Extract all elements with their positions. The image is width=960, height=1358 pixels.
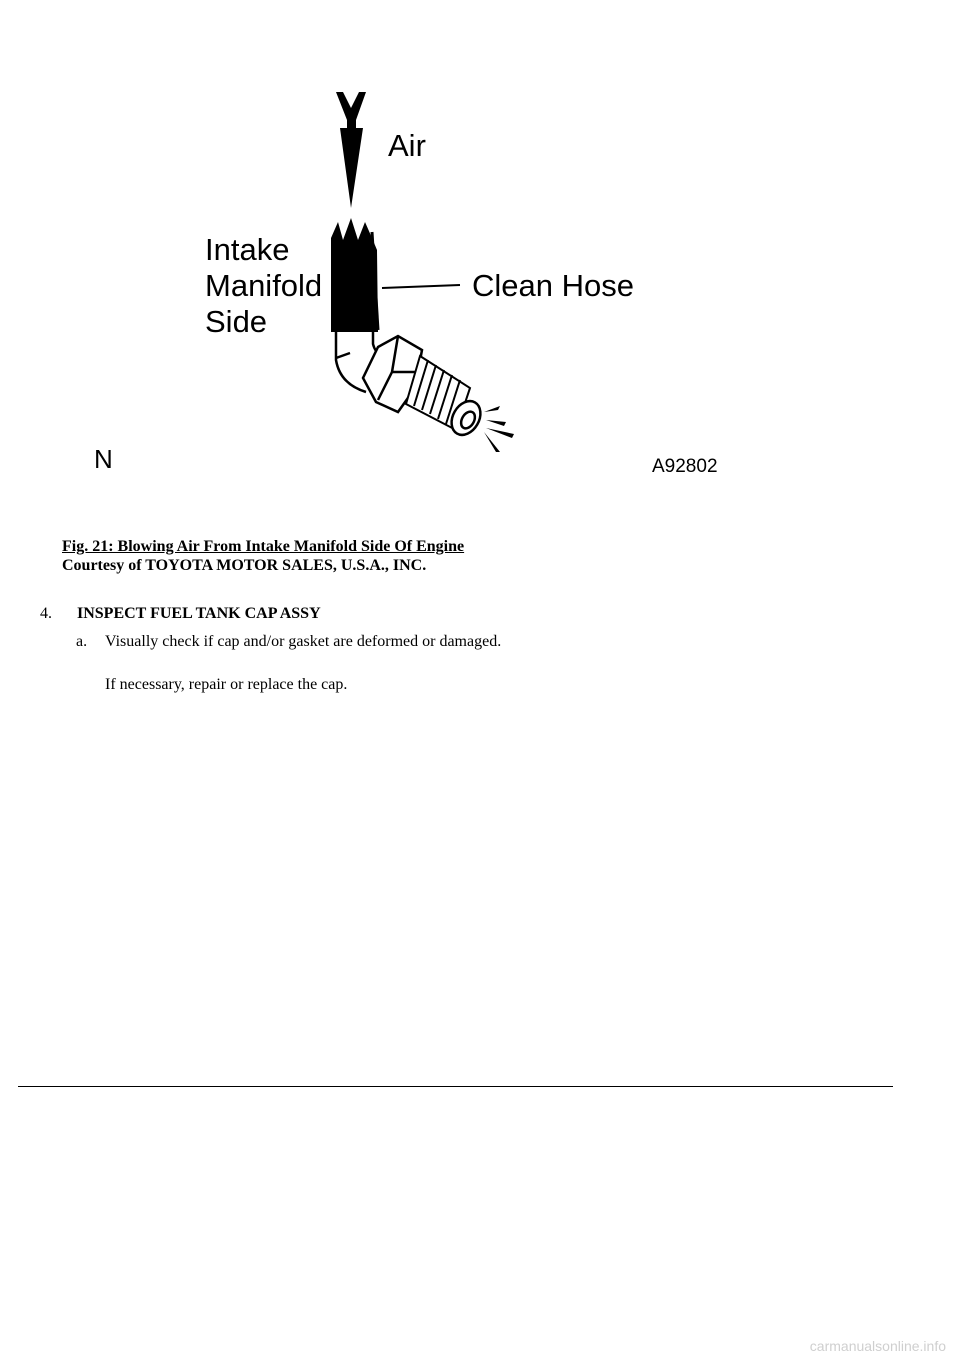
label-intake: Intake	[205, 232, 290, 267]
air-spray-icon	[484, 406, 514, 452]
step-number: 4.	[40, 605, 52, 622]
figure-code: A92802	[652, 456, 718, 477]
watermark: carmanualsonline.info	[809, 1338, 946, 1354]
substep-text: Visually check if cap and/or gasket are deformed or damaged.	[105, 633, 502, 650]
label-clean-hose: Clean Hose	[472, 268, 634, 303]
figure-caption	[62, 537, 464, 575]
step-heading: INSPECT FUEL TANK CAP ASSY	[77, 605, 321, 622]
label-manifold: Manifold	[205, 268, 323, 303]
page-divider	[18, 1086, 893, 1087]
procedure-step	[40, 604, 321, 623]
label-view-letter: N	[94, 444, 113, 474]
label-side: Side	[205, 304, 268, 339]
air-arrow	[336, 92, 366, 208]
clean-hose-leader-line	[382, 285, 460, 288]
figure-illustration	[0, 0, 960, 520]
figure-caption-credit: Courtesy of TOYOTA MOTOR SALES, U.S.A., INC.	[62, 557, 427, 574]
blowing-air-diagram	[0, 0, 960, 520]
procedure-substep	[76, 632, 501, 651]
substep-letter: a.	[76, 633, 88, 650]
clean-hose-shape	[331, 218, 378, 332]
figure-caption-title: Fig. 21: Blowing Air From Intake Manifold Side Of Engine	[62, 538, 465, 555]
substep-note: If necessary, repair or replace the cap.	[105, 676, 348, 693]
label-air: Air	[388, 128, 426, 163]
